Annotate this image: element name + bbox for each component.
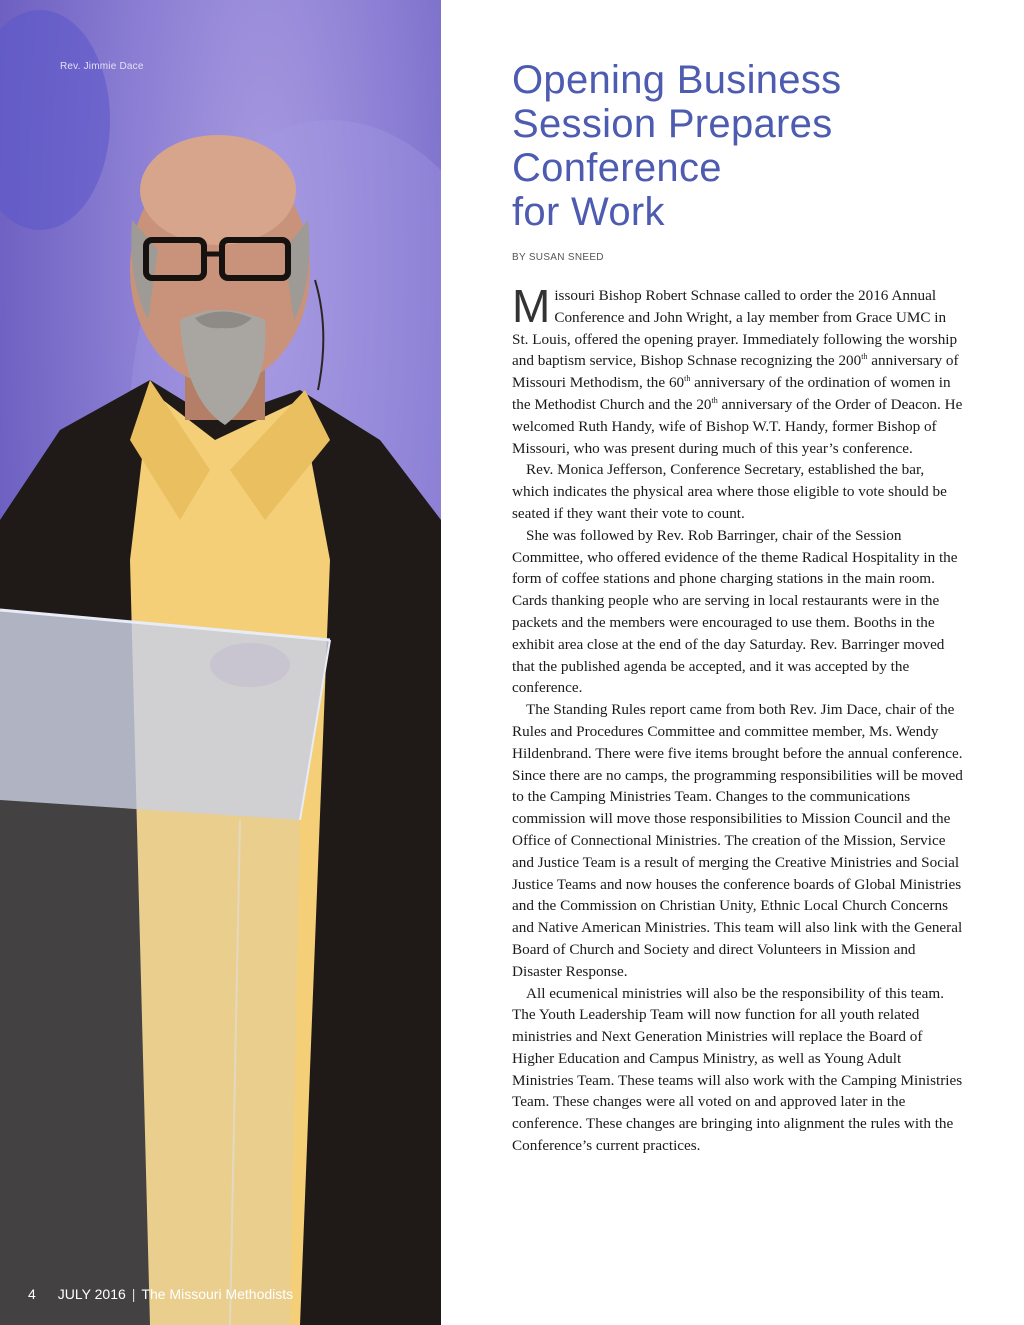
issue-date: JULY 2016 — [57, 1286, 126, 1302]
page-number: 4 — [28, 1286, 36, 1302]
paragraph-5: All ecumenical ministries will also be the responsibility of this team. The Youth Leadership Team will now function for all youth related ministries and Next Generation Ministries will replace the Board of Higher Education and Campus Ministry, as well as Young Adult Ministries Team. These teams will also work with the Camping Ministries Team. These changes were all voted on and approved later in the conference. These changes are bringing into alignment the rules with the Conference’s current practices. — [512, 984, 963, 1155]
paragraph-4: The Standing Rules report came from both Rev. Jim Dace, chair of the Rules and Procedures Committee and committee member, Ms. Wendy Hildenbrand. There were five items brought before the annual conference. Since there are no camps, the programming responsibilities will be moved to the Camping Ministries Team. Changes to the communications commission will move those responsibilities to Mission Council and the Office of Connectional Ministries. The creation of the Mission, Service and Justice Team is a result of merging the Creative Ministries and Social Justice Teams and now houses the conference boards of Global Ministries and the Commission on Christian Unity, Ethnic Local Church Concerns and Native American Ministries. This team will also link with the General Board of Church and Society and direct Volunteers in Mission and Disaster Response. — [512, 701, 963, 980]
paragraph-text: anniversary of the Order of Deacon. He welcomed Ruth Handy, wife of Bishop W.T. Handy, former Bishop of Missouri, who was present during much of this year’s conference. — [512, 395, 963, 457]
paragraph-3: She was followed by Rev. Rob Barringer, chair of the Session Committee, who offered evidence of the theme Radical Hospitality in the form of coffee stations and phone charging stations in the main room. Cards thanking people who are serving in local restaurants were in the packets and the members were encouraged to use them. Booths in the exhibit area close at the end of the day Saturday. Rev. Barringer moved that the published agenda be accepted, and it was accepted by the conference. — [512, 526, 958, 697]
publication-name: The Missouri Methodists — [141, 1286, 294, 1302]
ordinal-suffix: th — [684, 374, 691, 384]
paragraph-2: Rev. Monica Jefferson, Conference Secretary, established the bar, which indicates the physical area where those eligible to vote should be seated if they want their vote to count. — [512, 461, 947, 522]
article — [512, 58, 964, 1157]
article-body — [512, 280, 964, 1157]
paragraph-1 — [512, 280, 964, 459]
photo-caption: Rev. Jimmie Dace — [60, 61, 144, 72]
footer-separator: | — [131, 1286, 136, 1302]
byline: BY SUSAN SNEED — [512, 252, 604, 263]
title-line: Session Prepares — [512, 102, 833, 146]
ordinal-suffix: th — [861, 352, 868, 362]
title-line: Opening Business — [512, 58, 842, 102]
speaker-illustration — [0, 0, 441, 1325]
speaker-photo — [0, 0, 441, 1325]
paragraph-text: issouri Bishop Robert Schnase called to order the 2016 Annual Conference and John Wright, a lay member from Grace UMC in St. Louis, offered the opening prayer. Immediately following the worship and baptism service, Bishop Schnase recognizing the 200 — [512, 287, 958, 370]
title-line: Conference — [512, 146, 722, 190]
drop-cap: M — [512, 280, 551, 332]
article-title — [512, 58, 964, 234]
page-footer — [28, 1286, 293, 1302]
title-line: for Work — [512, 190, 665, 234]
paragraph-text: anniversary of the ordination of women in the Methodist Church and the 20 — [512, 374, 951, 413]
paragraph-text: anniversary of Missouri Methodism, the 60 — [512, 352, 959, 392]
ordinal-suffix: th — [711, 395, 718, 405]
